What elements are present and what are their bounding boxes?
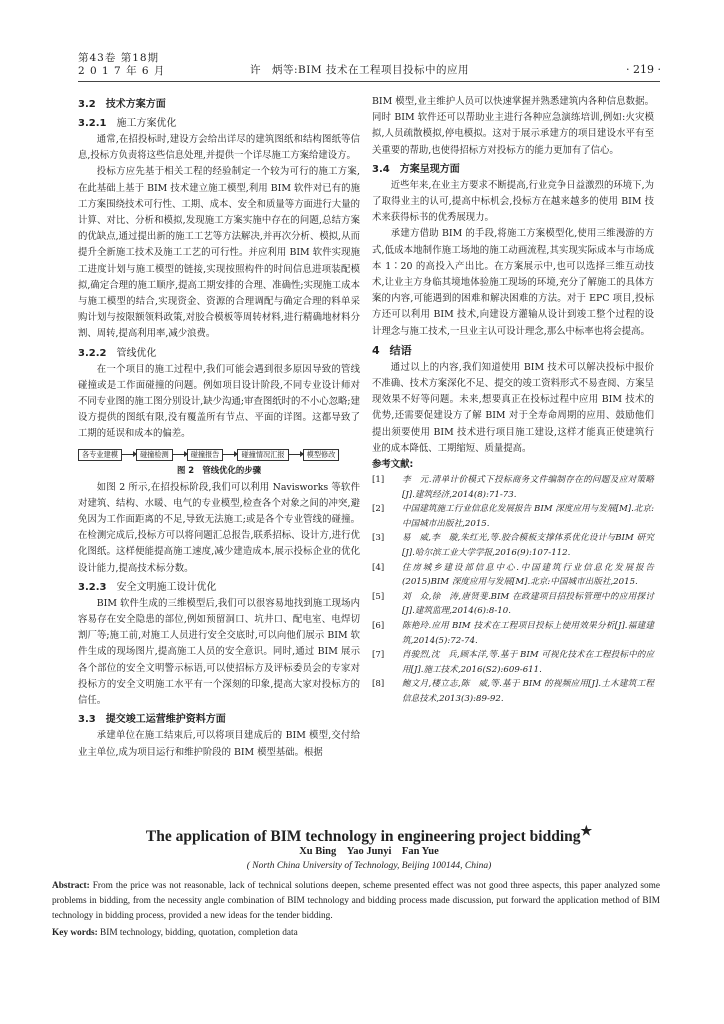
reference-number: [6] [372,621,385,631]
section-heading [78,96,360,113]
section-title: 施工方案优化 [116,118,177,129]
section-number: 3.2.1 [78,118,107,129]
english-title-text: The application of BIM technology in engineering project bidding [145,828,581,846]
section-number: 3.2.2 [78,347,107,359]
section-heading [372,342,654,360]
arrow-right-icon [289,454,303,455]
reference-item [372,590,654,619]
reference-item [372,561,654,590]
flow-step: 碰撞检测 [136,449,173,461]
reference-item [372,502,654,531]
header-rule [78,81,660,82]
reference-text: 肖骏烈,沈 兵,顾本洋,等.基于 BIM 可视化技术在工程投标中的应用[J].施工技术,2016(S2):609-611. [402,650,654,675]
english-authors: Xu Bing Yao Junyi Fan Yue [299,846,439,857]
issue-date: 2 0 1 7 年 6 月 [78,65,166,77]
arrow-right-icon [122,454,136,455]
section-title: 结语 [389,343,412,357]
keywords-label: Key words: [52,928,98,938]
section-title: 方案呈现方面 [399,163,460,175]
paragraph: 投标方应先基于相关工程的经验制定一个较为可行的施工方案,在此基础上基于 BIM 技术建立施工模型,利用 BIM 软件对已有的施工方案围绕技术可行性、工期、成本、安全和质量等方面进行大量的计算、对比、分析和模拟,发现施工方案实施中存在的问题,总结方案的优缺点,通过提出新的施工工艺等方法解决,并再次分析、模拟,从而提升全新施工技术及施工工艺的可行性。并应利用 BIM 软件实现施工进度计划与施工模型的链接,实现按照构件的时间信息进项装配模拟,确定合理的施工顺序,提高工期安排的合理、准确性;实现施工成本与施工模型的结合,实现资金、资源的合理调配与确定合理的料单采购计划与按限额领料政策,对胶合模板等周转材料,进行精确地材料分割、周转,提高利用率,减少浪费。 [78,166,360,340]
flow-step: 各专业建模 [78,449,122,461]
reference-text: 李 元.清单计价模式下投标商务文件编制存在的问题及应对策略[J].建筑经济,2014(8):71-73. [402,475,654,500]
references-title: 参考文献: [372,459,414,471]
section-number: 3.2 [78,99,96,110]
page-number: · 219 · [626,63,661,76]
reference-item [372,531,654,560]
section-number: 3.4 [372,163,390,175]
reference-number: [3] [372,533,385,544]
figure-caption: 图 2 管线优化的步骤 [176,464,262,475]
flow-diagram [78,449,360,461]
right-column [372,94,654,707]
journal-info [78,52,165,78]
paragraph: 承建方借助 BIM 的手段,将施工方案模型化,使用三维漫游的方式,低成本地制作施工场地的施工动画流程,其实现实际成本与市场成本 1∶20 的高投入产出比。在方案展示中,也可以选择三维互动技术,让业主方身临其境地体验施工现场的环境,充分了解施工的具体方案的内容,可能遇到的困难和解决困难的方法。对于 EPC 项目,投标方还可以利用 BIM 技术,向建设方灌输从设计到竣工整个过程的设计理念与施工技术,一旦业主认可设计理念,那么中标率也将会提高。 [372,228,654,337]
volume-issue: 第43卷 第18期 [78,52,160,64]
paragraph: BIM 模型,业主维护人员可以快速掌握并熟悉建筑内各种信息数据。同时 BIM 软件还可以帮助业主进行各种应急演练培训,例如:火灾模拟,人员疏散模拟,停电模拟。这对于展示承建方的项目建设水平有至关重要的帮助,也使得招标方对投标方的能力更加有了信心。 [372,96,654,156]
abstract-label: Abstract: [52,881,90,891]
reference-text: 刘 众,徐 涛,唐贤斐.BIM 在政建项目招投标管理中的应用探讨[J].建筑监理,2014(6):8-10. [402,591,654,617]
keywords-text: BIM technology, bidding, quotation, completion data [97,928,298,938]
section-heading [372,161,654,178]
subsection-heading [78,345,360,362]
reference-text: 住房城乡建设部信息中心.中国建筑行业信息化发展报告(2015)BIM 深度应用与发展[M].北京:中国城市出版社,2015. [402,562,654,588]
arrow-right-icon [223,454,237,455]
section-title: 管线优化 [116,347,157,359]
section-title: 技术方案方面 [105,99,166,110]
english-affiliation: ( North China University of Technology, Beijing 100144, China) [246,861,492,871]
reference-number: [8] [372,679,385,690]
arrow-right-icon [173,454,187,455]
star-icon: ★ [580,823,593,838]
paragraph: 如图 2 所示,在招投标阶段,我们可以利用 Navisworks 等软件对建筑、结构、水暖、电气的专业模型,检查各个对象之间的冲突,避免因为工作面距离的不足,导致无法施工;或是各个专业管线的碰撞。在检测完成后,投标方可以将问题汇总报告,联系招标、设计方,进行优化图纸。这样便能提高施工速度,减少建造成本,展示投标企业的优化设计能力,提高技术标分数。 [78,481,360,574]
subsection-heading [78,579,360,596]
section-number: 4 [372,343,380,357]
reference-text: 鲍文月,楼立志,陈 威,等.基于 BIM 的视频应用[J].土木建筑工程信息技术,2013(3):89-92. [402,679,654,704]
paragraph: 承建单位在施工结束后,可以将项目建成后的 BIM 模型,交付给业主单位,成为项目运行和维护阶段的 BIM 模型基础。根据 [78,730,360,758]
reference-number: [7] [372,650,385,661]
reference-number: [4] [372,562,385,573]
paragraph: 通常,在招投标时,建设方会给出详尽的建筑图纸和结构图纸等信息,投标方负责将这些信息处理,并提供一个详尽施工方案给建设方。 [78,134,360,162]
reference-item [372,648,654,677]
paragraph: BIM 软件生成的三维模型后,我们可以很容易地找到施工现场内容易存在安全隐患的部位,例如预留洞口、坑井口、配电室、电焊切割厂等;施工前,对施工人员进行安全交底时,可以向他们展示 BIM 软件生成的现场图片,提高施工人员的安全意识。同时,通过 BIM 展示各个部位的安全文明警示标语,可以使招标方及评标委员会的专家对投标方的安全文明施工水平有一个深刻的印象,提高大家对投标方的信任。 [78,597,360,707]
section-title: 提交竣工运营维护资料方面 [105,714,226,726]
paragraph: 近些年来,在业主方要求不断提高,行业竞争日益激烈的环境下,为了取得业主的认可,提高中标机会,投标方在越来越多的使用 BIM 技术来获得标书的优秀展现力。 [372,179,654,224]
reference-item [372,473,654,502]
flow-step: 碰撞情况汇报 [237,449,288,461]
left-column [78,94,360,761]
reference-number: [5] [372,591,385,602]
reference-item [372,677,654,706]
reference-text: 中国建筑施工行业信息化发展报告 BIM 深度应用与发展[M].北京:中国城市出版社,2015. [402,504,654,529]
english-keywords [52,926,660,941]
section-title: 安全文明施工设计优化 [116,581,217,593]
flow-step: 碰撞报告 [187,449,224,461]
abstract-text: From the price was not reasonable, lack of technical solutions deepen, scheme presented effect was not good three aspects, this paper analyzed some problems in bidding, from the necessity angle combination of BIM technology and bidding process made discussion, put forward the application method of BIM technology in bidding process, provided a new ideas for the tender bidding. [52,881,660,921]
reference-text: 陈艳玲.应用 BIM 技术在工程项目投标上使用效果分析[J].福建建筑,2014(5):72-74. [402,621,654,646]
paragraph: 在一个项目的施工过程中,我们可能会遇到很多原因导致的管线碰撞或是工作面碰撞的问题。例如项目设计阶段,不同专业设计师对不同专业图的施工图分别设计,缺少沟通;审查图纸时的不小心忽略;建设方提供的图纸有限,没有覆盖所有节点、平面的详图。这都导致了工期的延误和成本的偏差。 [78,363,360,440]
reference-text: 易 威,李 璇,朱红光,等.胶合模板支撑体系优化设计与BIM 研究[J].哈尔滨工业大学学报,2016(9):107-112. [402,533,654,559]
reference-number: [1] [372,475,385,486]
paragraph: 通过以上的内容,我们知道使用 BIM 技术可以解决投标中报价不准确、技术方案深化不足、提交的竣工资料形式不易查阅、方案呈现效果不好等问题。未来,想要真正在投标过程中应用 BIM 技术的优势,还需要促建设方了解 BIM 对于全寿命周期的应用、鼓励他们提出须要使用 BIM 技术进行项目施工建设,这样才能真正使建筑行业的成本降低、工期缩短、质量提高。 [372,361,654,454]
running-title: 许 炳等:BIM 技术在工程项目投标中的应用 [250,64,469,76]
subsection-heading [78,115,360,132]
reference-list [372,473,654,707]
section-number: 3.2.3 [78,581,107,593]
english-abstract [52,879,660,924]
flow-step: 模型修改 [303,449,340,461]
section-number: 3.3 [78,714,96,726]
section-heading [78,711,360,728]
reference-item [372,619,654,648]
reference-number: [2] [372,504,385,515]
